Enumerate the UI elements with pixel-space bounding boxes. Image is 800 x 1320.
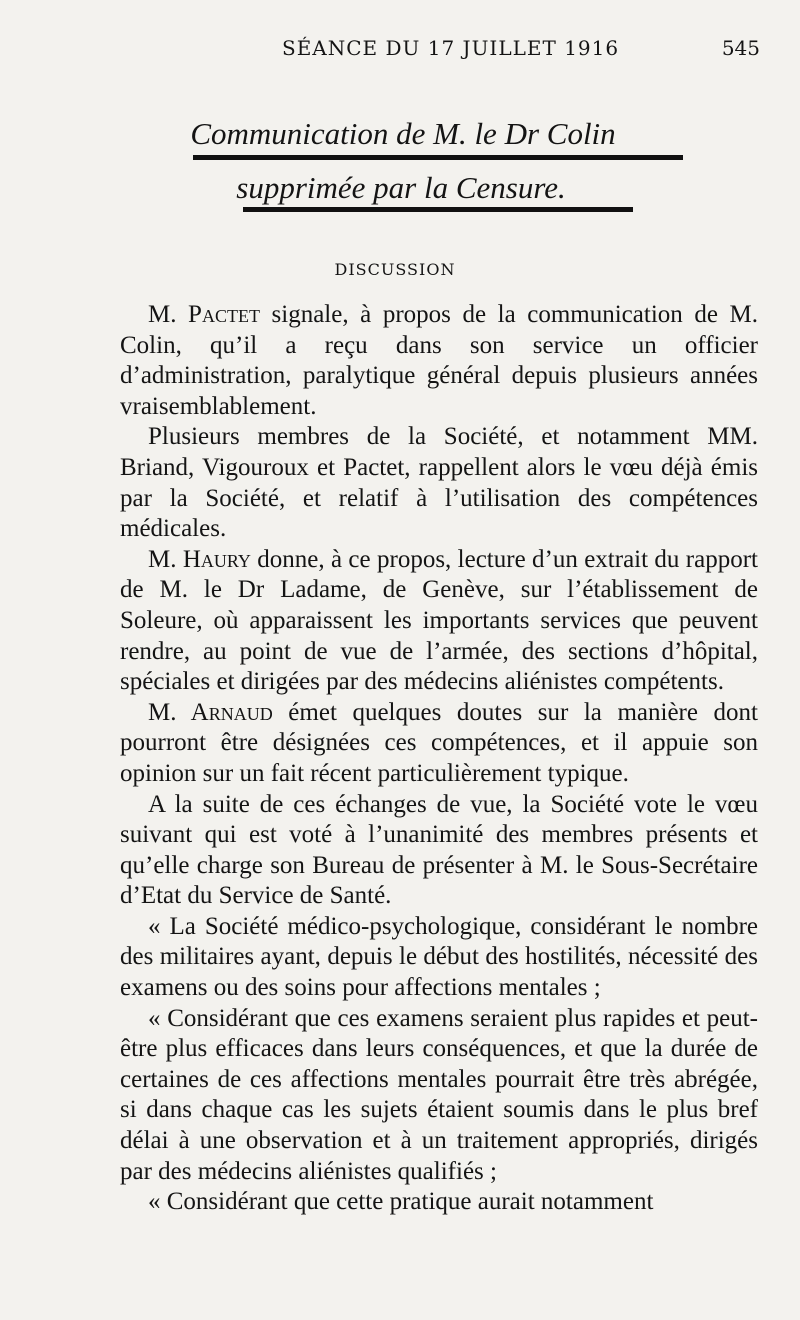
paragraph (120, 1004, 758, 1188)
page-number: 545 (721, 36, 760, 60)
running-title: SÉANCE DU 17 JUILLET 1916 (282, 36, 620, 60)
speaker-name: M. Pactet (148, 301, 260, 328)
paragraph-text: émet quelques doutes sur la manière dont pourront être désignées ces compétences, et il appuie son opinion sur un fait récent particulièrement typique. (120, 698, 758, 787)
paragraph-text: donne, à ce propos, lecture d’un extrait du rapport de M. le Dr Ladame, de Genève, sur l’établissement de Soleure, où apparaissent les importants services que peuvent rendre, au point de vue de l’armée, des sections d’hôpital, spéciales et dirigées par des médecins aliénistes compétents. (120, 545, 758, 696)
paragraph-text: Plusieurs membres de la Société, et notamment MM. Briand, Vigouroux et Pactet, rappellent alors le vœu déjà émis par la Société, et relatif à l’utilisation des compétences médicales. (120, 423, 758, 543)
speaker-name: M. Haury (148, 545, 251, 573)
paragraph-text: « Considérant que ces examens seraient plus rapides et peut-être plus efficaces dans leurs conséquences, et que la durée de certaines de ces affections mentales pourrait être très abrégée, si dans chaque cas les sujets étaient soumis dans le plus bref délai à une observation et à un traitement appropriés, dirigés par des médecins aliénistes qualifiés ; (120, 1004, 758, 1185)
paragraph (120, 790, 758, 912)
paragraph-text: A la suite de ces échanges de vue, la Société vote le vœu suivant qui est voté à l’unanimité des membres présents et qu’elle charge son Bureau de présenter à M. le Sous-Secrétaire d’Etat du Service de Santé. (120, 790, 758, 910)
section-heading: DISCUSSION (334, 260, 456, 279)
title-underline-1 (193, 155, 683, 160)
title-line-1: Communication de M. le Dr Colin (190, 116, 616, 151)
paragraph (120, 912, 758, 1004)
paragraph (120, 422, 758, 544)
paragraph-text: « La Société médico-psychologique, considérant le nombre des militaires ayant, depuis le début des hostilités, nécessité des examens ou des soins pour affections mentales ; (120, 912, 758, 1002)
speaker-name: M. Arnaud (148, 698, 273, 726)
paragraph (120, 698, 758, 790)
paragraph-text: signale, à propos de la communication de M. Colin, qu’il a reçu dans son service un officier d’administration, paralytique général depuis plusieurs années vraisemblablement. (120, 301, 758, 420)
body-text (120, 300, 758, 1218)
paragraph-text: « Considérant que cette pratique aurait notamment (148, 1188, 654, 1216)
paragraph (120, 545, 758, 698)
page-header (0, 36, 800, 70)
title-underline-2 (243, 207, 633, 212)
paragraph (120, 1187, 758, 1218)
paragraph (120, 300, 758, 422)
title-line-2: supprimée par la Censure. (236, 170, 566, 205)
